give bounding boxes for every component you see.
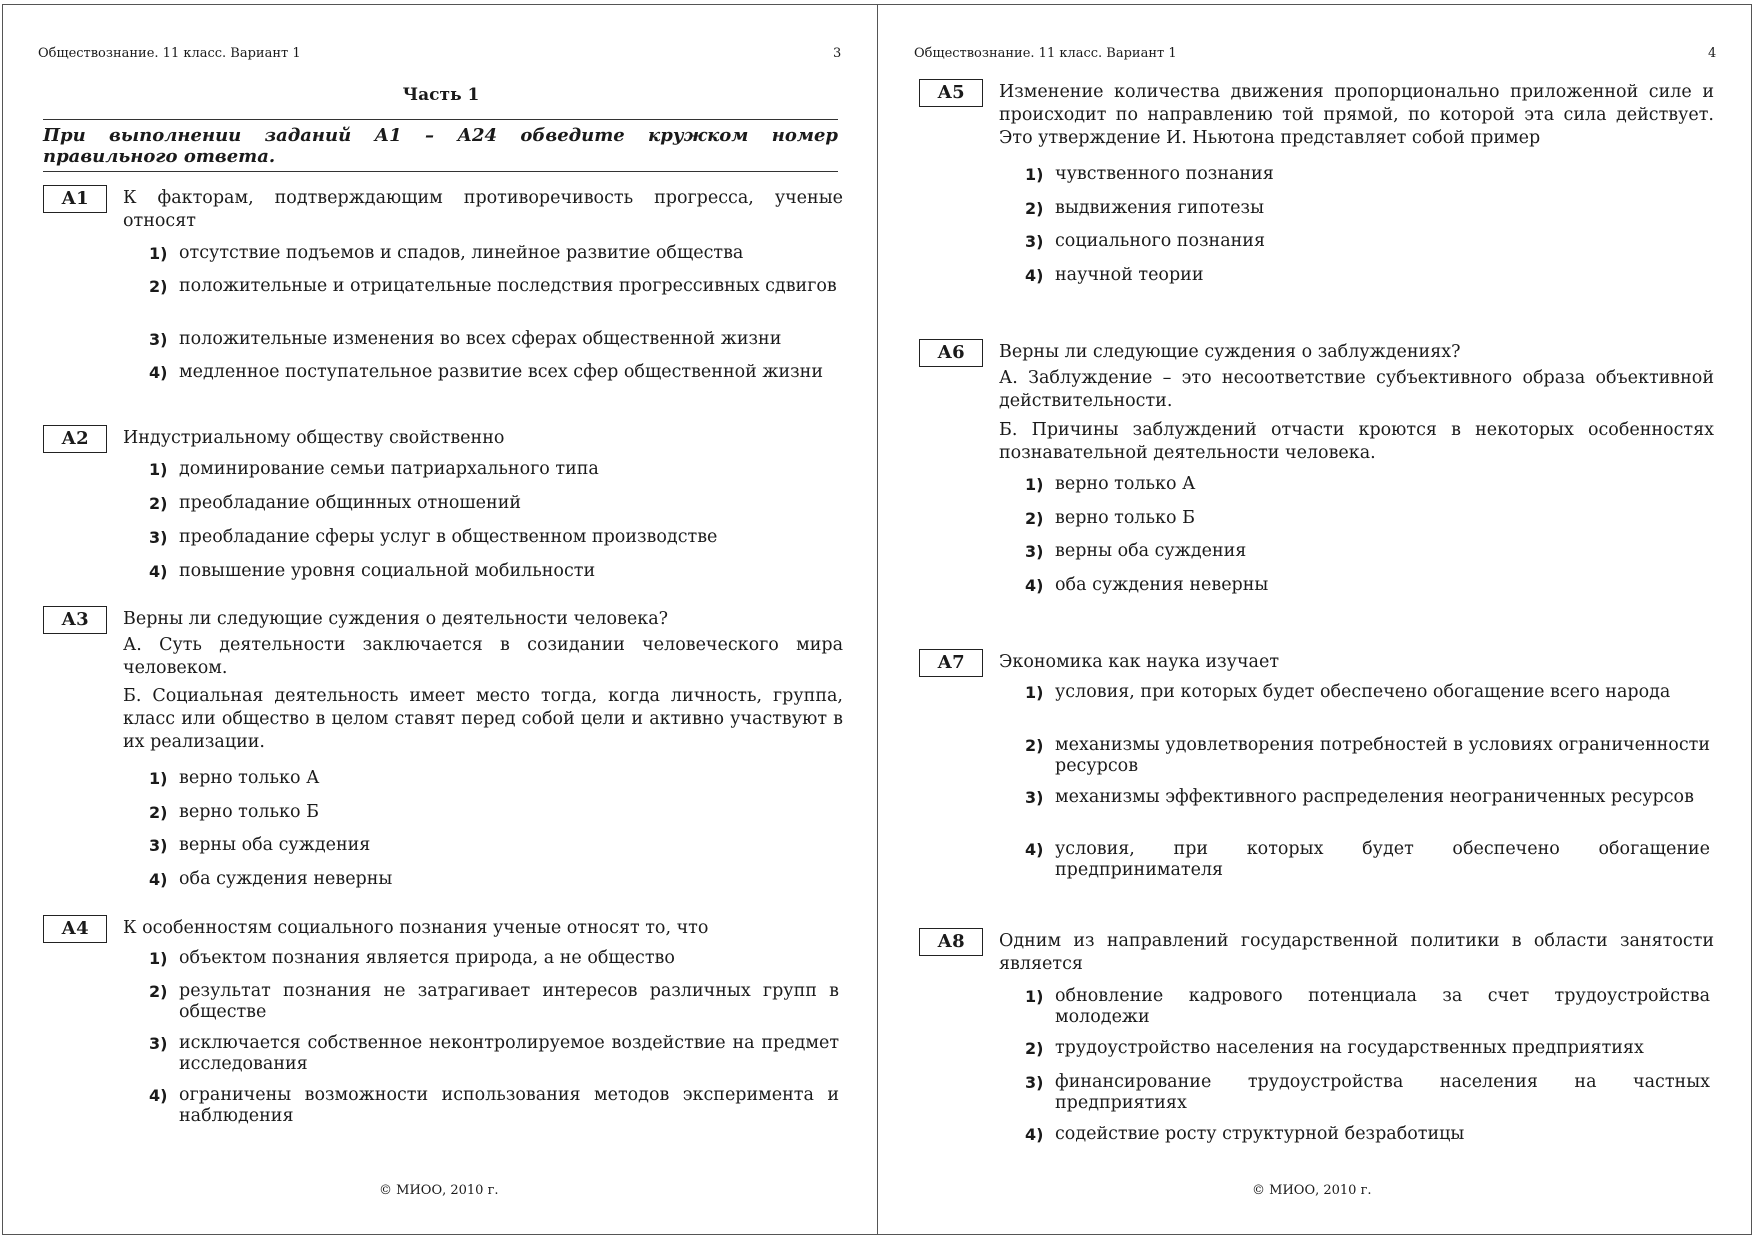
question-stem: Индустриальному обществу свойственно: [123, 428, 505, 448]
page-footer: © МИОО, 2010 г.: [1252, 1183, 1372, 1198]
question-label: А5: [919, 79, 983, 107]
page-header: Обществознание. 11 класс. Вариант 1: [38, 46, 301, 61]
question-label: А2: [43, 425, 107, 453]
statement-b: Б. Причины заблуждений отчасти кроются в некоторых особенностях познавательной деятельности человека.: [999, 420, 1714, 463]
part-title: Часть 1: [402, 85, 480, 105]
instruction-line-1: При выполнении заданий А1 – А24 обведите кружком номер: [43, 125, 838, 146]
question-stem: К особенностям социального познания ученые относят то, что: [123, 918, 709, 938]
page-left: Обществознание. 11 класс. Вариант 1 3 Часть 1 При выполнении заданий А1 – А24 обведите кружком номер правильного ответа. А1 К факторам, подтверждающим противоречивость прогресса, ученые относят 1) отсутствие подъемов и спадов, линейное развитие общества 2) положительные и отрицательные последствия прогрессивных сдвигов 3) положительные изменения во всех сферах общественной жизни 4) медленное поступательное развитие всех сфер общественной жизни А2 Индустриальному обществу свойственно 1) доминирование семьи патриархального типа 2) преобладание общинных отношений 3) преобладание сферы услуг в общественном производстве 4) повышение уровня социальной мобильности А3 Верны ли следующие суждения о деятельности человека? А. Суть деятельности заключается в созидании человеческого мира человеком. Б. Социальная деятельность имеет место тогда, когда личность, группа, класс или общество в целом ставят перед собой цели и активно участвуют в их реализации. 1) верно только А 2) верно только Б 3) верны оба суждения 4) оба суждения неверны А4 К особенностям социального познания ученые относят то, что 1) объектом познания является природа, а не общество 2) результат познания не затрагивает интересов различных групп в обществе 3) исключается собственное неконтролируемое воздействие на предмет исследования 4) ограничены возможности использования методов эксперимента и наблюдения © МИОО, 2010 г.: [2, 4, 878, 1235]
page-number: 3: [833, 46, 842, 61]
question-label: А8: [919, 928, 983, 956]
statement-b: Б. Социальная деятельность имеет место тогда, когда личность, группа, класс или общество в целом ставят перед собой цели и активно участвуют в их реализации.: [123, 686, 843, 752]
question-stem: Верны ли следующие суждения о деятельности человека?: [123, 609, 669, 629]
question-stem: Экономика как наука изучает: [999, 652, 1280, 672]
page-header: Обществознание. 11 класс. Вариант 1: [914, 46, 1177, 61]
question-label: А4: [43, 915, 107, 943]
instruction-bottom-rule: [43, 171, 838, 172]
question-stem: Изменение количества движения пропорционально приложенной силе и происходит по направлению той прямой, по которой эта сила действует. Это утверждение И. Ньютона представляет собой пример: [999, 82, 1714, 148]
question-label: А6: [919, 339, 983, 367]
page-footer: © МИОО, 2010 г.: [379, 1183, 499, 1198]
question-stem: К факторам, подтверждающим противоречивость прогресса, ученые относят: [123, 188, 843, 231]
question-label: А3: [43, 606, 107, 634]
question-stem: Одним из направлений государственной политики в области занятости является: [999, 931, 1714, 974]
statement-a: А. Суть деятельности заключается в созидании человеческого мира человеком.: [123, 635, 843, 678]
question-label: А1: [43, 185, 107, 213]
instruction-top-rule: [43, 119, 838, 120]
instruction-line-2: правильного ответа.: [43, 146, 276, 167]
statement-a: А. Заблуждение – это несоответствие субъективного образа объективной действительности.: [999, 368, 1714, 411]
instruction-text: [43, 125, 838, 167]
question-label: А7: [919, 649, 983, 677]
page-number: 4: [1708, 46, 1717, 61]
question-stem: Верны ли следующие суждения о заблуждениях?: [999, 342, 1461, 362]
page-right: Обществознание. 11 класс. Вариант 1 4 А5 Изменение количества движения пропорционально приложенной силе и происходит по направлению той прямой, по которой эта сила действует. Это утверждение И. Ньютона представляет собой пример 1) чувственного познания 2) выдвижения гипотезы 3) социального познания 4) научной теории А6 Верны ли следующие суждения о заблуждениях? А. Заблуждение – это несоответствие субъективного образа объективной действительности. Б. Причины заблуждений отчасти кроются в некоторых особенностях познавательной деятельности человека. 1) верно только А 2) верно только Б 3) верны оба суждения 4) оба суждения неверны А7 Экономика как наука изучает 1) условия, при которых будет обеспечено обогащение всего народа 2) механизмы удовлетворения потребностей в условиях ограниченности ресурсов 3) механизмы эффективного распределения неограниченных ресурсов 4) условия, при которых будет обеспечено обогащение предпринимателя А8 Одним из направлений государственной политики в области занятости является 1) обновление кадрового потенциала за счет трудоустройства молодежи 2) трудоустройство населения на государственных предприятиях 3) финансирование трудоустройства населения на частных предприятиях 4) содействие росту структурной безработицы © МИОО, 2010 г.: [877, 4, 1752, 1235]
